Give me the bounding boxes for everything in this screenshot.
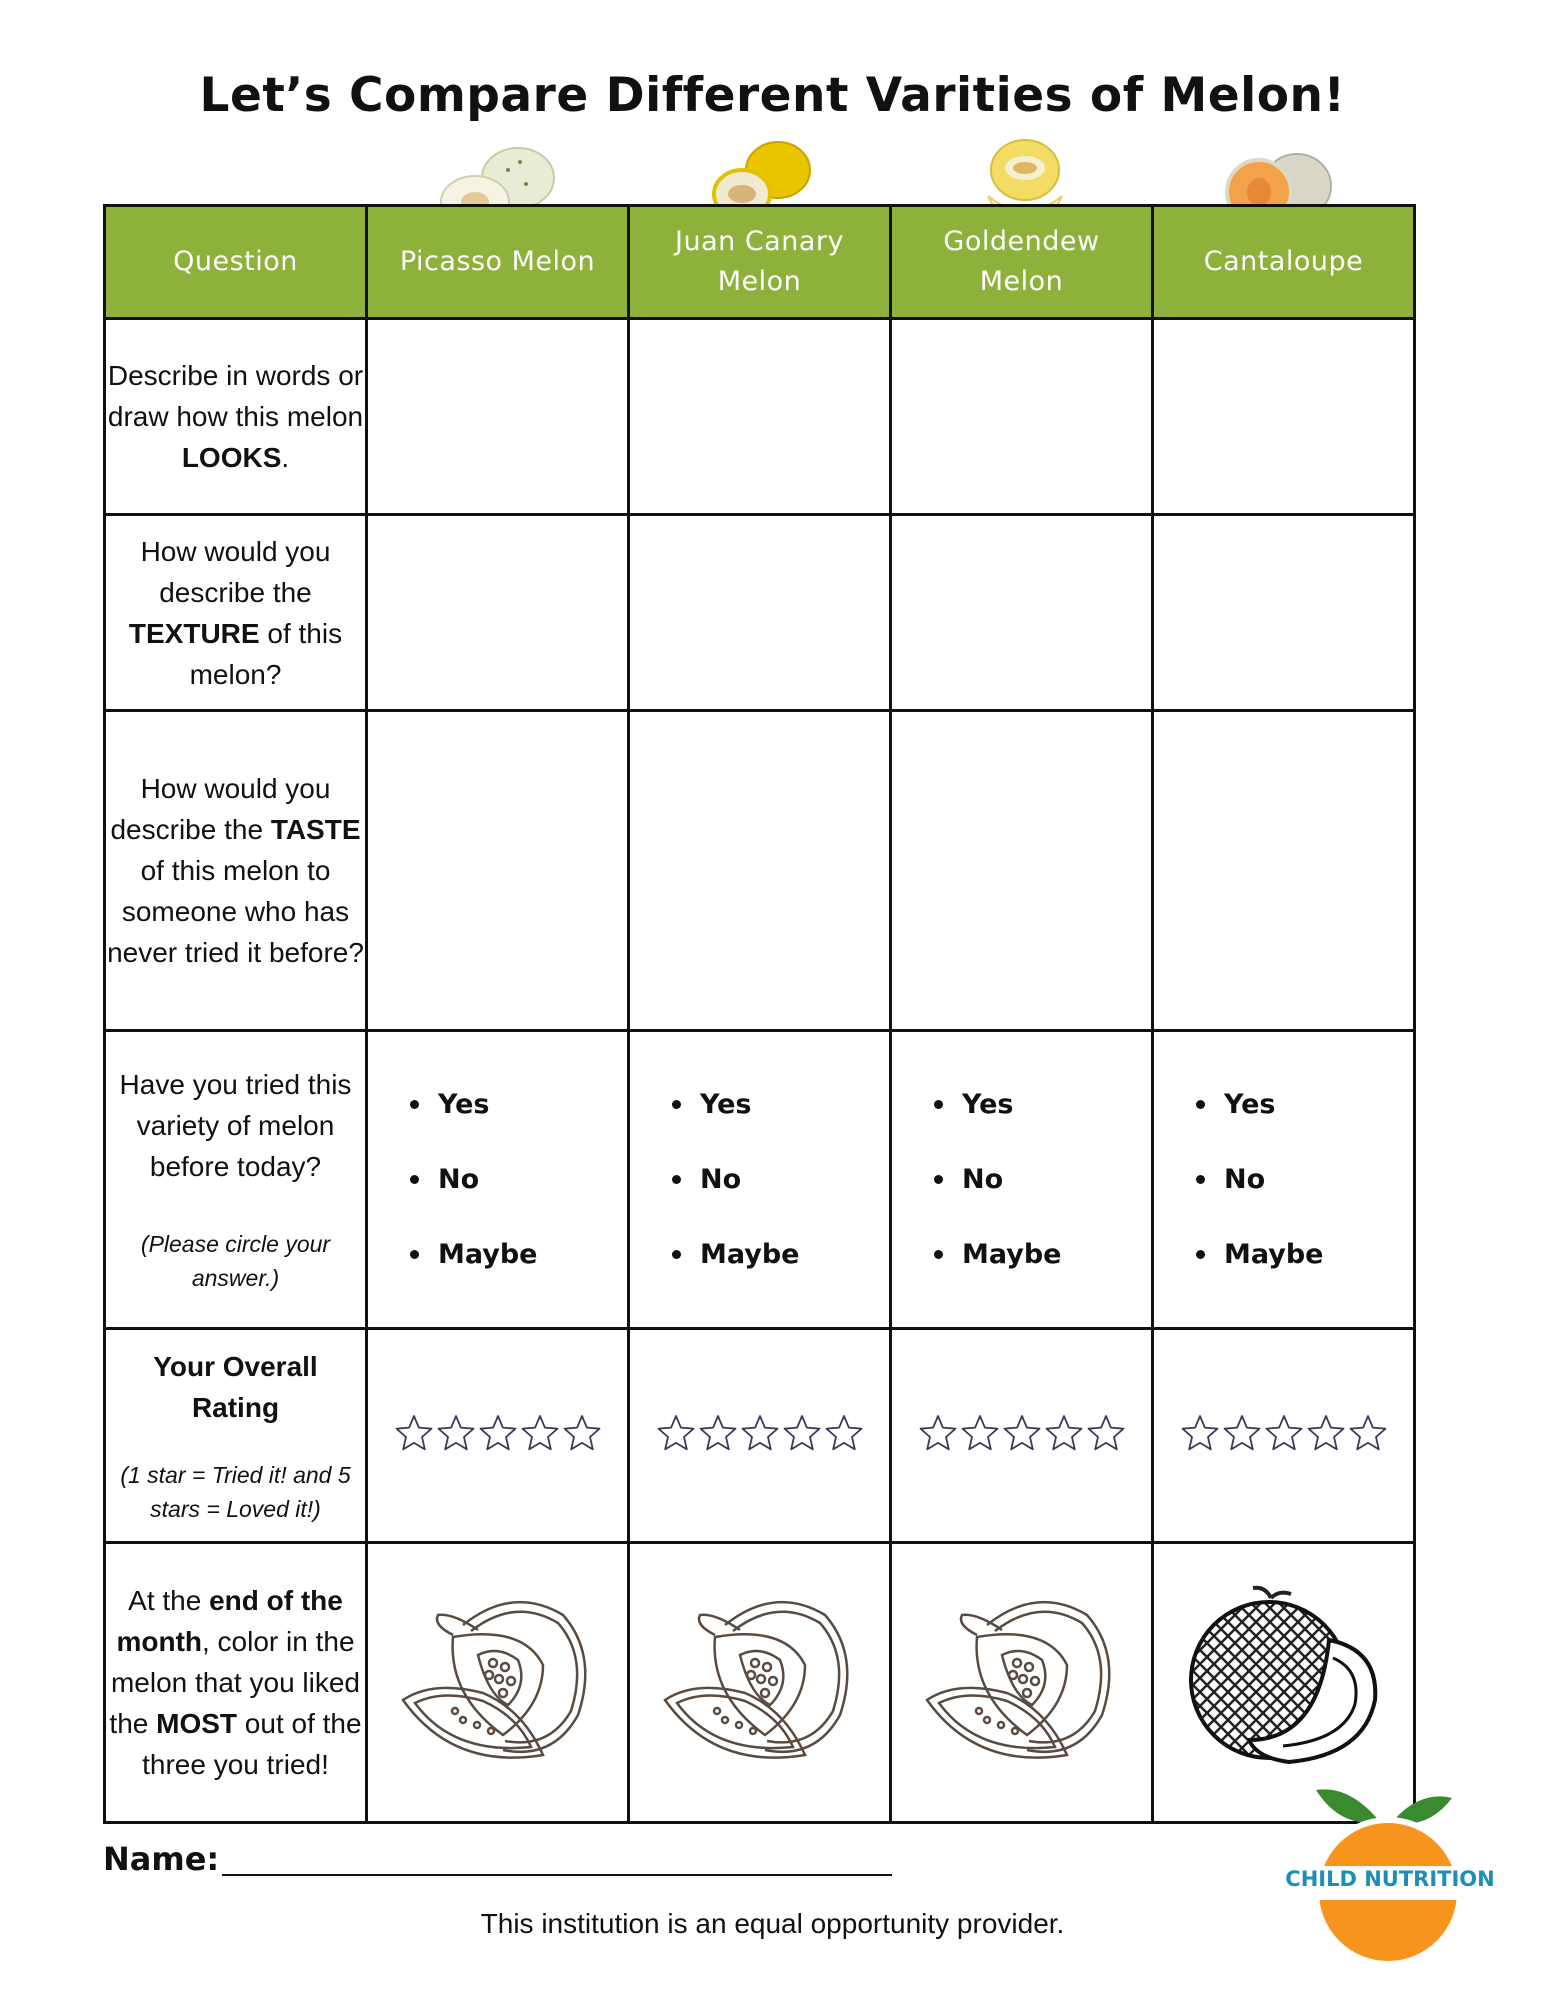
star-icon[interactable]: [1044, 1413, 1084, 1453]
question-rating: [105, 1329, 367, 1543]
row-rating: [105, 1329, 1415, 1543]
option-maybe[interactable]: Maybe: [672, 1217, 889, 1292]
question-text: of this melon to someone who has never tried it before?: [107, 855, 364, 968]
star-icon[interactable]: [1002, 1413, 1042, 1453]
answer-cell[interactable]: [891, 319, 1153, 515]
question-text: out of the three you tried!: [142, 1708, 362, 1780]
comparison-table: [103, 204, 1416, 1824]
question-note: (Please circle your answer.): [140, 1231, 331, 1291]
header-label-line1: Juan Canary: [675, 226, 844, 257]
answer-cell[interactable]: [367, 515, 629, 711]
header-label: Question: [173, 246, 298, 277]
logo-text: CHILD NUTRITION: [1285, 1867, 1495, 1891]
star-rating: [891, 1329, 1153, 1543]
option-no[interactable]: No: [410, 1142, 627, 1217]
header-juan-canary-melon: [629, 206, 891, 319]
option-maybe[interactable]: Maybe: [410, 1217, 627, 1292]
cantaloupe-outline-icon[interactable]: [1179, 1580, 1389, 1780]
answer-cell[interactable]: [629, 711, 891, 1031]
name-label: Name:: [103, 1840, 220, 1878]
answer-cell[interactable]: [891, 711, 1153, 1031]
question-text: .: [281, 442, 290, 473]
option-no[interactable]: No: [672, 1142, 889, 1217]
star-rating: [1153, 1329, 1415, 1543]
star-icon[interactable]: [436, 1413, 476, 1453]
answer-cell[interactable]: [1153, 515, 1415, 711]
question-text: Your Overall Rating: [153, 1350, 318, 1423]
header-picasso-melon: [367, 206, 629, 319]
option-yes[interactable]: Yes: [1196, 1067, 1413, 1142]
row-looks: [105, 319, 1415, 515]
question-tried-before: [105, 1031, 367, 1329]
answer-cell[interactable]: [1153, 319, 1415, 515]
star-icon[interactable]: [824, 1413, 864, 1453]
options-list: [1154, 1067, 1413, 1292]
star-icon[interactable]: [1222, 1413, 1262, 1453]
header-goldendew-melon: [891, 206, 1153, 319]
coloring-cell[interactable]: [367, 1543, 629, 1823]
option-no[interactable]: No: [1196, 1142, 1413, 1217]
row-texture: [105, 515, 1415, 711]
option-no[interactable]: No: [934, 1142, 1151, 1217]
melon-slice-outline-icon[interactable]: [917, 1585, 1127, 1775]
star-icon[interactable]: [960, 1413, 1000, 1453]
star-icon[interactable]: [698, 1413, 738, 1453]
options-cell: [891, 1031, 1153, 1329]
question-taste: [105, 711, 367, 1031]
answer-cell[interactable]: [629, 319, 891, 515]
star-icon[interactable]: [1180, 1413, 1220, 1453]
options-list: [630, 1067, 889, 1292]
question-text: How would you describe the: [110, 773, 331, 845]
star-icon[interactable]: [918, 1413, 958, 1453]
options-cell: [629, 1031, 891, 1329]
star-icon[interactable]: [1306, 1413, 1346, 1453]
header-row: [105, 206, 1415, 319]
footer-statement: This institution is an equal opportunity provider.: [480, 1908, 1065, 1939]
star-icon[interactable]: [782, 1413, 822, 1453]
question-text: of this melon?: [189, 617, 343, 690]
row-tried-before: [105, 1031, 1415, 1329]
question-looks: [105, 319, 367, 515]
star-icon[interactable]: [656, 1413, 696, 1453]
answer-cell[interactable]: [891, 515, 1153, 711]
star-icon[interactable]: [1348, 1413, 1388, 1453]
header-label-line1: Goldendew: [943, 226, 1100, 257]
header-cantaloupe: [1153, 206, 1415, 319]
coloring-cell[interactable]: [891, 1543, 1153, 1823]
star-icon[interactable]: [478, 1413, 518, 1453]
row-favorite: [105, 1543, 1415, 1823]
question-text: Have you tried this variety of melon before today?: [119, 1069, 352, 1182]
question-keyword: MOST: [156, 1708, 238, 1739]
option-maybe[interactable]: Maybe: [934, 1217, 1151, 1292]
header-label: Picasso Melon: [399, 246, 596, 277]
header-label-line2: Melon: [979, 266, 1064, 297]
star-icon[interactable]: [1264, 1413, 1304, 1453]
header-label-line2: Melon: [717, 266, 802, 297]
answer-cell[interactable]: [367, 711, 629, 1031]
option-yes[interactable]: Yes: [410, 1067, 627, 1142]
question-texture: [105, 515, 367, 711]
question-text: Describe in words or draw how this melon: [107, 360, 364, 432]
star-icon[interactable]: [740, 1413, 780, 1453]
question-text: How would you describe the: [140, 535, 331, 608]
coloring-cell[interactable]: [629, 1543, 891, 1823]
star-icon[interactable]: [520, 1413, 560, 1453]
answer-cell[interactable]: [367, 319, 629, 515]
page-title: Let’s Compare Different Varities of Melon!: [199, 68, 1346, 123]
melon-slice-outline-icon[interactable]: [393, 1585, 603, 1775]
row-taste: [105, 711, 1415, 1031]
question-text: , color in the melon that you liked the: [109, 1626, 361, 1739]
question-keyword: end of the month: [116, 1585, 343, 1657]
option-maybe[interactable]: Maybe: [1196, 1217, 1413, 1292]
name-input-line[interactable]: [222, 1874, 892, 1876]
option-yes[interactable]: Yes: [934, 1067, 1151, 1142]
question-keyword: LOOKS: [181, 442, 282, 473]
header-label: Cantaloupe: [1203, 246, 1364, 277]
question-keyword: TEXTURE: [128, 617, 260, 649]
question-text: At the: [128, 1585, 210, 1616]
melon-slice-outline-icon[interactable]: [655, 1585, 865, 1775]
header-question: [105, 206, 367, 319]
star-rating: [629, 1329, 891, 1543]
option-yes[interactable]: Yes: [672, 1067, 889, 1142]
options-cell: [367, 1031, 629, 1329]
answer-cell[interactable]: [629, 515, 891, 711]
star-icon[interactable]: [1086, 1413, 1126, 1453]
question-note: (1 star = Tried it! and 5 stars = Loved it!): [120, 1461, 351, 1522]
options-cell: [1153, 1031, 1415, 1329]
star-icon[interactable]: [394, 1413, 434, 1453]
question-keyword: TASTE: [270, 814, 361, 845]
question-favorite: [105, 1543, 367, 1823]
options-list: [368, 1067, 627, 1292]
star-rating: [367, 1329, 629, 1543]
star-icon[interactable]: [562, 1413, 602, 1453]
options-list: [892, 1067, 1151, 1292]
answer-cell[interactable]: [1153, 711, 1415, 1031]
